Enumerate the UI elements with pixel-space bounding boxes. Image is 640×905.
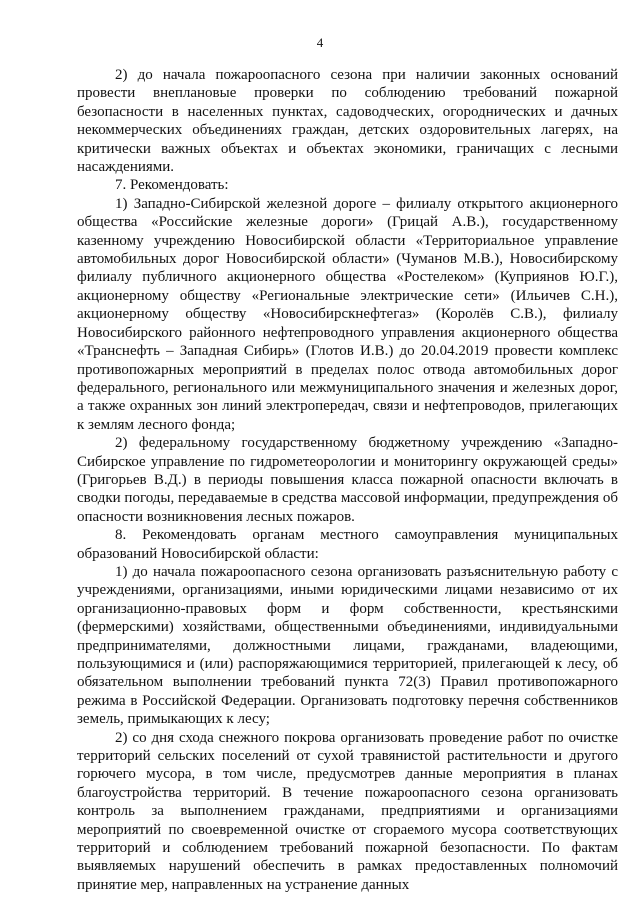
- paragraph-7-2-inspections: 2) до начала пожароопасного сезона при наличии законных оснований провести внеплановые проверки по соблюдению требований пожарной безопасности в населенных пунктах, садоводческих, огороднических и дачных некоммерческих объединениях граждан, детских оздоровительных лагерях, на критически важных объектах и объектах экономики, граничащих с лесными насаждениями.: [77, 67, 618, 176]
- paragraph-7-1-railway-roads-networks: 1) Западно-Сибирской железной дороге – филиалу открытого акционерного общества «Российские железные дороги» (Грицай А.В.), государственному казенному учреждению Новосибирской области «Территориальное управление автомобильных дорог Новосибирской области» (Чуманов М.В.), Новосибирскому филиалу публичного акционерного общества «Ростелеком» (Куприянов Ю.Г.), акционерному обществу «Региональные электрические сети» (Ильичев С.Н.), акционерному обществу «Новосибирскнефтегаз» (Королёв С.В.), филиалу Новосибирского районного нефтепроводного управления акционерного общества «Транснефть – Западная Сибирь» (Глотов И.В.) до 20.04.2019 провести комплекс противопожарных мероприятий в пределах полос отвода автомобильных дорог федерального, регионального или межмуниципального значения и железных дорог, а также охранных зон линий электропередач, связи и нефтепроводов, прилегающих к землям лесного фонда;: [77, 195, 618, 433]
- paragraph-8-2-cleanup: 2) со дня схода снежного покрова организовать проведение работ по очистке территорий сельских поселений от сухой травянистой растительности и другого горючего мусора, в том числе, предусмотрев данные мероприятия в планах благоустройства территорий. В течение пожароопасного сезона организовать контроль за выполнением гражданами, предприятиями и организациями мероприятий по своевременной очистке от сгораемого мусора соответствующих территорий и соблюдением требований пожарной безопасности. По фактам выявляемых нарушений обеспечить в рамках предоставленных полномочий принятие мер, направленных на устранение данных: [77, 729, 618, 893]
- paragraph-7-heading: 7. Рекомендовать:: [115, 177, 229, 194]
- paragraph-8-heading: 8. Рекомендовать органам местного самоуправления муниципальных образований Новосибирской области:: [77, 527, 618, 562]
- document-body: [77, 66, 618, 894]
- page-number: 4: [316, 35, 324, 50]
- paragraph-8-1-explanatory-work: 1) до начала пожароопасного сезона организовать разъяснительную работу с учреждениями, организациями, иными юридическими лицами независимо от их организационно-правовых форм и форм собственности, крестьянскими (фермерскими) хозяйствами, общественными объединениями, индивидуальными предпринимателями, должностными лицами, гражданами, владеющими, пользующимися и (или) распоряжающимися территорией, прилегающей к лесу, об обязательном выполнении требований пункта 72(3) Правил противопожарного режима в Российской Федерации. Организовать подготовку перечня собственников земель, примыкающих к лесу;: [77, 563, 618, 728]
- paragraph-7-2-hydrometeorology: 2) федеральному государственному бюджетному учреждению «Западно-Сибирское управление по гидрометеорологии и мониторингу окружающей среды» (Григорьев В.Д.) в периоды повышения класса пожарной опасности включать в сводки погоды, передаваемые в средства массовой информации, предупреждения об опасности возникновения лесных пожаров.: [77, 435, 618, 525]
